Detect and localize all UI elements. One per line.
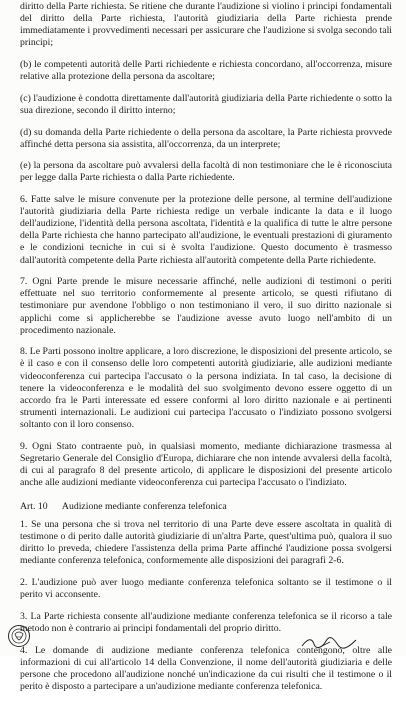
- article-heading: [20, 501, 392, 513]
- paragraph-c: (c) l'audizione è condotta direttamente dall'autorità giudiziaria della Parte richiedente o sotto la sua direzione, secondo il diritto interno;: [20, 92, 392, 116]
- official-stamp-icon: [7, 624, 31, 648]
- article-10-paragraph-1: 1. Se una persona che si trova nel territorio di una Parte deve essere ascoltata in qualità di testimone o di perito dalle autorità giudiziarie di un'altra Parte, quest'ultima può, qualora il suo diritto lo preveda, chiedere l'assistenza della prima Parte affinché l'audizione possa svolgersi mediante conferenza telefonica, conformemente alle disposizioni dei paragrafi 2-6.: [20, 519, 392, 567]
- paragraph-e: (e) la persona da ascoltare può avvalersi della facoltà di non testimoniare che le è riconosciuta per legge dalla Parte richiesta o dalla Parte richiedente.: [20, 160, 392, 184]
- paragraph-intro: diritto della Parte richiesta. Se ritiene che durante l'audizione si violino i principi fondamentali del diritto della Parte richiesta, l'autorità giudiziaria della Parte richiesta prende immediatamente i provvedimenti necessari per assicurare che l'audizione si svolga secondo tali principi;: [20, 1, 392, 49]
- document-body: [20, 1, 392, 703]
- handwritten-signature-icon: [300, 636, 360, 650]
- article-10-paragraph-4: 4. Le domande di audizione mediante conferenza telefonica contengono, oltre alle informazioni di cui all'articolo 14 della Convenzione, il nome dell'autorità giudiziaria e delle persone che procedono all'audizione nonché un'indicazione da cui risulti che il testimone o il perito è disposto a partecipare a un'audizione mediante conferenza telefonica.: [20, 644, 392, 692]
- article-10-paragraph-3: 3. La Parte richiesta consente all'audizione mediante conferenza telefonica se il ricorso a tale metodo non è contrario ai principi fondamentali del proprio diritto.: [20, 610, 392, 634]
- paragraph-8: 8. Le Parti possono inoltre applicare, a loro discrezione, le disposizioni del presente articolo, se è il caso e con il consenso delle loro competenti autorità giudiziarie, alle audizioni mediante videoconferenza cui partecipa l'accusato o la persona indiziata. In tal caso, la decisione di tenere la videoconferenza e le modalità del suo svolgimento devono essere oggetto di un accordo fra le Parti interessate ed essere conformi al loro diritto nazionale e ai pertinenti strumenti internazionali. Le audizioni cui partecipa l'accusato o l'indiziato possono svolgersi soltanto con il loro consenso.: [20, 346, 392, 430]
- article-title: Audizione mediante conferenza telefonica: [61, 500, 227, 512]
- paragraph-7: 7. Ogni Parte prende le misure necessarie affinché, nelle audizioni di testimoni o periti effettuate nel suo territorio conformemente al presente articolo, se questi rifiutano di testimoniare pur avendone l'obbligo o non testimoniano il vero, il suo diritto nazionale si applichi come si applicherebbe se l'audizione avesse avuto luogo nell'ambito di un procedimento nazionale.: [20, 276, 392, 336]
- paragraph-6: 6. Fatte salve le misure convenute per la protezione delle persone, al termine dell'audizione l'autorità giudiziaria della Parte richiesta redige un verbale indicante la data e il luogo dell'audizione, l'identità della persona ascoltata, l'identità e la qualifica di tutte le altre persone della Parte richiesta che hanno partecipato all'audizione, le eventuali prestazioni di giuramento e le condizioni tecniche in cui si è svolta l'audizione. Questo documento è trasmesso dall'autorità competente della Parte richiesta all'autorità competente della Parte richiedente.: [20, 194, 392, 266]
- paragraph-9: 9. Ogni Stato contraente può, in qualsiasi momento, mediante dichiarazione trasmessa al Segretario Generale del Consiglio d'Europa, dichiarare che non intende avvalersi della facoltà, di cui al paragrafo 8 del presente articolo, di applicare le disposizioni del presente articolo anche alle audizioni mediante videoconferenza cui partecipa l'accusato o l'indiziato.: [20, 440, 392, 488]
- article-number: Art. 10: [20, 500, 48, 512]
- paragraph-b: (b) le competenti autorità delle Parti richiedente e richiesta concordano, all'occorrenza, misure relative alla protezione della persona da ascoltare;: [20, 58, 392, 83]
- article-10-paragraph-2: 2. L'audizione può aver luogo mediante conferenza telefonica soltanto se il testimone o il perito vi acconsente.: [20, 577, 392, 601]
- paragraph-d: (d) su domanda della Parte richiedente o della persona da ascoltare, la Parte richiesta provvede affinché detta persona sia assistita, all'occorrenza, da un interprete;: [20, 126, 392, 150]
